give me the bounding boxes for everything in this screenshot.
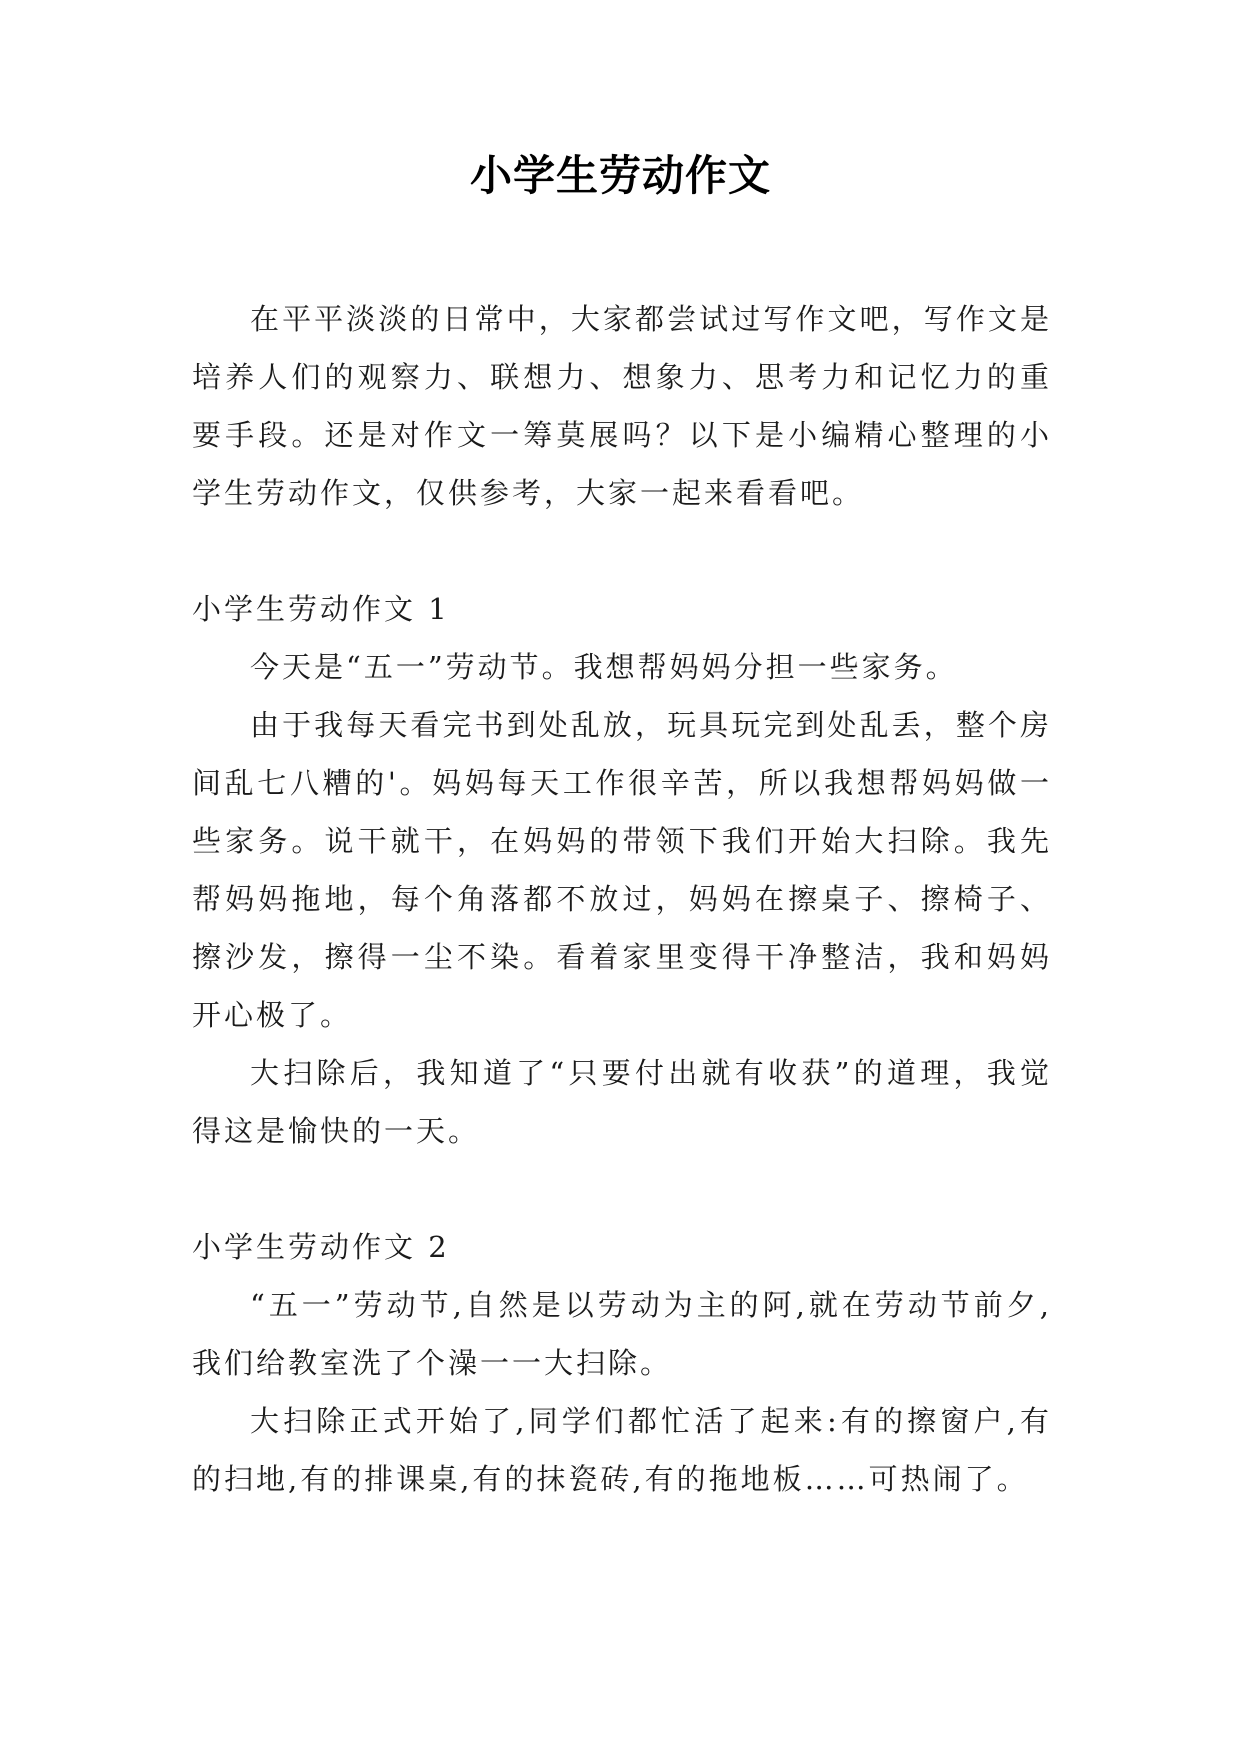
section-paragraph: “五一”劳动节,自然是以劳动为主的阿,就在劳动节前夕,我们给教室洗了个澡一一大扫除。 — [192, 1288, 1052, 1380]
document-body — [192, 290, 1052, 1508]
section-spacer — [192, 1160, 1052, 1218]
intro-paragraph: 在平平淡淡的日常中，大家都尝试过写作文吧，写作文是培养人们的观察力、联想力、想象力、思考力和记忆力的重要手段。还是对作文一筹莫展吗？以下是小编精心整理的小学生劳动作文，仅供参考，大家一起来看看吧。 — [192, 302, 1052, 510]
section-paragraph: 大扫除正式开始了,同学们都忙活了起来:有的擦窗户,有的扫地,有的排课桌,有的抹瓷砖,有的拖地板……可热闹了。 — [192, 1404, 1052, 1496]
section-spacer — [192, 522, 1052, 580]
section-heading: 小学生劳动作文 2 — [192, 1230, 450, 1264]
section-paragraph: 今天是“五一”劳动节。我想帮妈妈分担一些家务。 — [250, 650, 958, 684]
section-heading: 小学生劳动作文 1 — [192, 592, 450, 626]
section-paragraph: 大扫除后，我知道了“只要付出就有收获”的道理，我觉得这是愉快的一天。 — [192, 1056, 1052, 1148]
section-1 — [192, 580, 1052, 1160]
section-2 — [192, 1218, 1052, 1508]
document-title: 小学生劳动作文 — [469, 151, 771, 200]
section-paragraph: 由于我每天看完书到处乱放，玩具玩完到处乱丢，整个房间乱七八糟的'。妈妈每天工作很辛苦，所以我想帮妈妈做一些家务。说干就干，在妈妈的带领下我们开始大扫除。我先帮妈妈拖地，每个角落都不放过，妈妈在擦桌子、擦椅子、擦沙发，擦得一尘不染。看着家里变得干净整洁，我和妈妈开心极了。 — [192, 708, 1052, 1032]
